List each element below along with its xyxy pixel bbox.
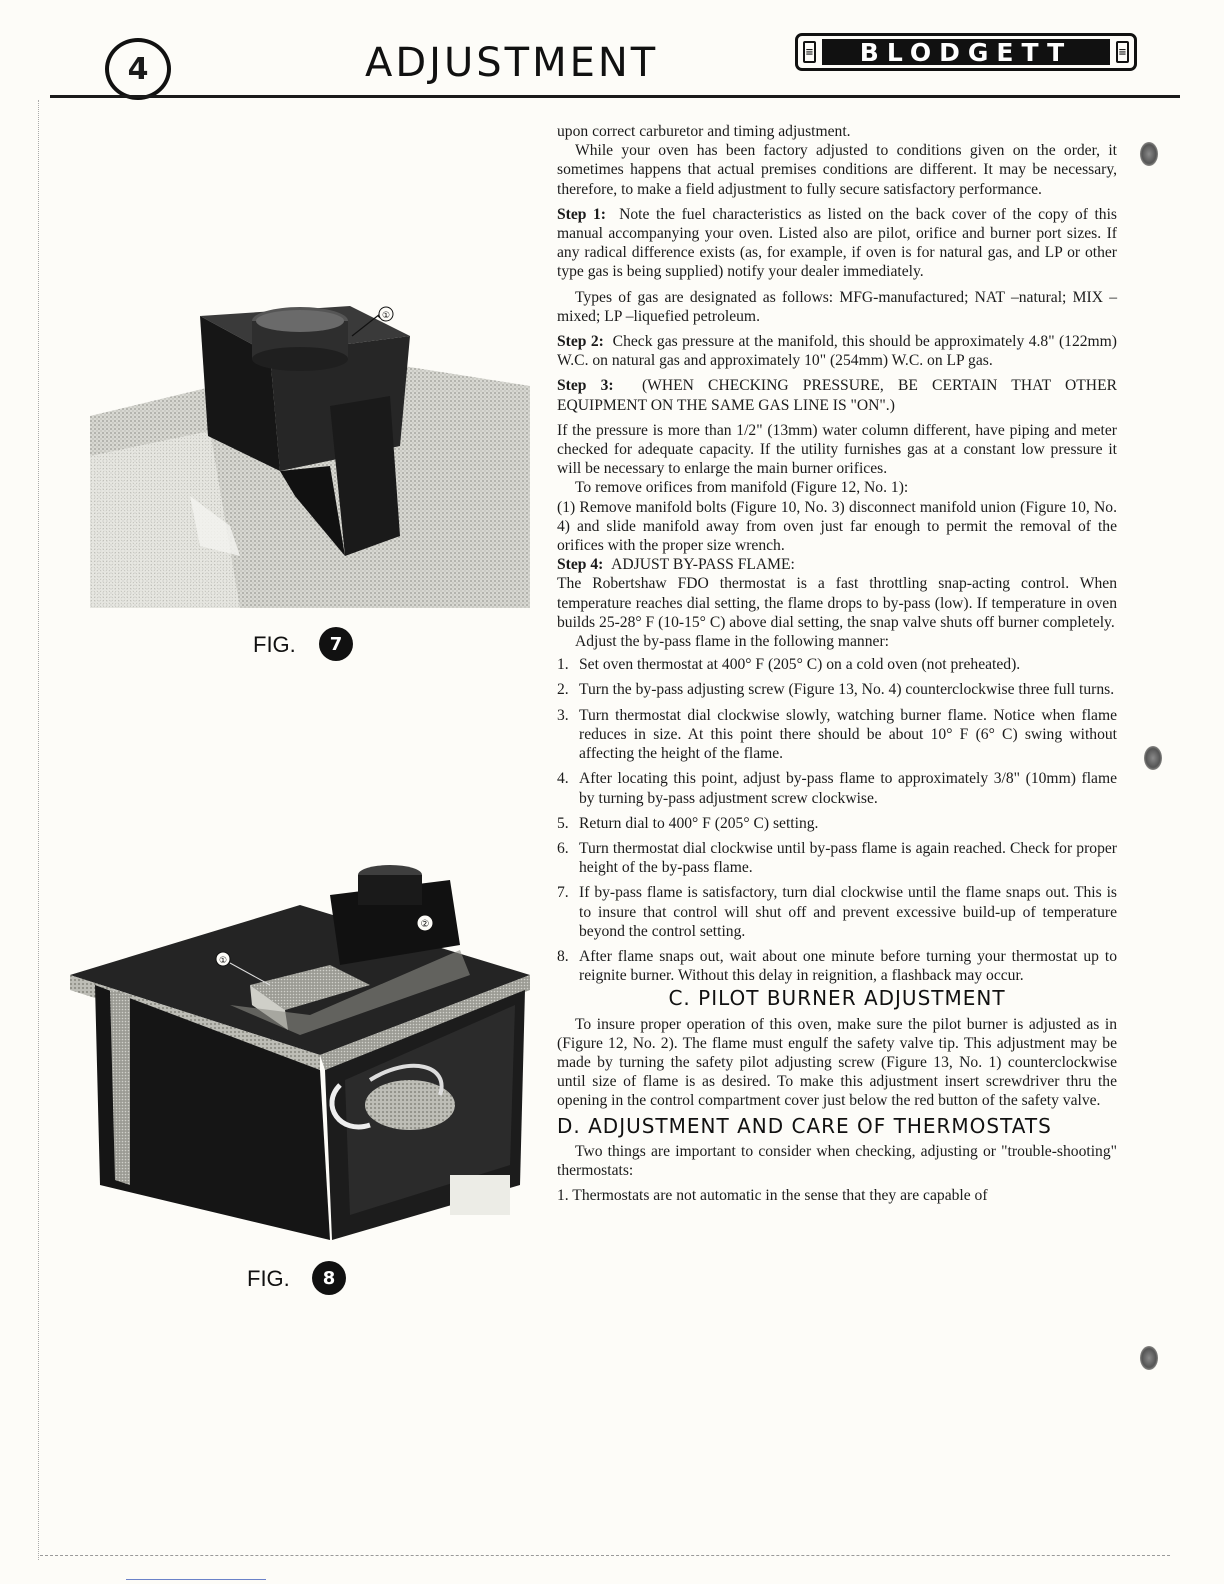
step-2-label: Step 2: — [557, 333, 604, 351]
figure-8-label: FIG. — [247, 1266, 290, 1291]
paragraph: While your oven has been factory adjusted to conditions given on the order, it sometimes happens that actual premises conditions are different. It may be necessary, therefore, to make a field adjustment to fully secure satisfactory performance. — [557, 142, 1117, 198]
list-item: 6. Turn thermostat dial clockwise until by-pass flame is again reached. Check for proper height of the by-pass flame. — [557, 839, 1117, 877]
list-item: 8. After flame snaps out, wait about one minute before turning your thermostat up to reignite burner. Without this delay in reignition, a flashback may occur. — [557, 947, 1117, 985]
step-3-text: (WHEN CHECKING PRESSURE, BE CERTAIN THAT OTHER EQUIPMENT ON THE SAME GAS LINE IS "ON".) — [557, 377, 1117, 414]
paragraph: Types of gas are designated as follows: MFG-manufactured; NAT –natural; MIX –mixed; LP –liquefied petroleum. — [557, 288, 1117, 325]
step-4-text: ADJUST BY-PASS FLAME: — [611, 556, 795, 574]
step-1-text: Note the fuel characteristics as listed on the back cover of the copy of this manual accompanying your oven. Listed also are pilot, orifice and burner port sizes. If any radical difference exists (as, for example, if oven is for natural gas, and LP or other type gas is being supplied) notify your dealer immediately. — [557, 205, 1118, 281]
page-number-badge — [105, 38, 171, 100]
step-1-label: Step 1: — [557, 205, 607, 223]
logo-wordmark: BLODGETT — [822, 39, 1110, 65]
figure-7-photo — [90, 296, 530, 608]
paragraph: Adjust the by-pass flame in the following manner: — [575, 633, 889, 651]
fig8-callout-2: ② — [420, 919, 430, 930]
list-item: 2. Turn the by-pass adjusting screw (Figure 13, No. 4) counterclockwise three full turns. — [557, 681, 1115, 699]
paragraph: To remove orifices from manifold (Figure 12, No. 1): — [575, 479, 909, 497]
blue-underline — [126, 1579, 266, 1580]
section-heading-c: C. PILOT BURNER ADJUSTMENT — [668, 986, 1006, 1011]
fig8-callout-1: ① — [218, 956, 228, 966]
left-margin-line — [38, 100, 40, 1560]
footer-rule — [40, 1555, 1170, 1557]
logo-right-cap-icon: ≡ — [1116, 41, 1129, 63]
paragraph: The Robertshaw FDO thermostat is a fast throttling snap-acting control. When temperature reaches dial setting, the flame drops to by-pass (low). If temperature in oven builds 25-28° F (10-15° C) above dial setting, the snap valve shuts off burner completely. — [557, 575, 1117, 631]
figure-8-number: 8 — [312, 1261, 346, 1295]
paragraph: upon correct carburetor and timing adjustment. — [557, 123, 851, 140]
blodgett-logo — [795, 33, 1137, 71]
binder-hole-icon — [1144, 746, 1162, 770]
page-title: ADJUSTMENT — [365, 40, 659, 86]
list-item: 1. Set oven thermostat at 400° F (205° C) on a cold oven (not preheated). — [557, 656, 1021, 674]
list-item: 4. After locating this point, adjust by-pass flame to approximately 3/8" (10mm) flame by turning by-pass adjustment screw clockwise. — [557, 770, 1117, 807]
list-item: 5. Return dial to 400° F (205° C) setting. — [557, 814, 819, 832]
figure-7-label: FIG. — [253, 632, 296, 657]
figure-8-photo — [70, 855, 540, 1240]
paragraph: (1) Remove manifold bolts (Figure 10, No. 3) disconnect manifold union (Figure 10, No. 4) and slide manifold away from oven just far enough to permit the removal of the orifices with the proper size wrench. — [557, 498, 1117, 555]
fig7-callout-1: ① — [381, 311, 391, 321]
step-2-text: Check gas pressure at the manifold, this should be approximately 4.8" (122mm) W.C. on natural gas and approximately 10" (254mm) W.C. on LP gas. — [557, 333, 1117, 370]
paragraph: To insure proper operation of this oven, make sure the pilot burner is adjusted as in (Figure 12, No. 2). The flame must engulf the safety valve tip. This adjustment may be made by turning the safety pilot adjusting screw (Figure 13, No. 1) counterclockwise until size of flame is as desired. To make this adjustment insert screwdriver thru the opening in the control compartment cover just below the red button of the safety valve. — [557, 1015, 1117, 1110]
list-item: 3. Turn thermostat dial clockwise slowly, watching burner flame. Notice when flame reduces in size. At this point there should be about 10° F (6° C) swing without affecting the height of the flame. — [557, 706, 1117, 763]
paragraph: 1. Thermostats are not automatic in the sense that they are capable of — [557, 1187, 988, 1205]
step-3 — [557, 376, 1117, 414]
procedure-list — [557, 655, 1117, 985]
step-4 — [557, 555, 1117, 574]
body-text-column — [557, 122, 1117, 1205]
header-rule — [50, 95, 1180, 98]
page-number: 4 — [127, 51, 149, 87]
paragraph: Two things are important to consider when checking, adjusting or "trouble-shooting" thermostats: — [557, 1142, 1117, 1179]
step-1 — [557, 205, 1117, 282]
list-item: 7. If by-pass flame is satisfactory, turn dial clockwise until the flame snaps out. This is to insure that control will shut off and prevent excessive build-up of temperature beyond the control setting. — [557, 884, 1117, 940]
binder-hole-icon — [1140, 1346, 1158, 1370]
binder-hole-icon — [1140, 142, 1158, 166]
logo-left-cap-icon: ≡ — [803, 41, 816, 63]
paragraph: If the pressure is more than 1/2" (13mm) water column different, have piping and meter checked for adequate capacity. If the utility furnishes gas at a constant low pressure it will be necessary to enlarge the main burner orifices. — [557, 421, 1117, 478]
step-2 — [557, 332, 1117, 370]
figure-7-number: 7 — [319, 627, 353, 661]
step-3-label: Step 3: — [557, 377, 614, 395]
section-heading-d: D. ADJUSTMENT AND CARE OF THERMOSTATS — [557, 1113, 1052, 1138]
step-4-label: Step 4: — [557, 556, 604, 574]
